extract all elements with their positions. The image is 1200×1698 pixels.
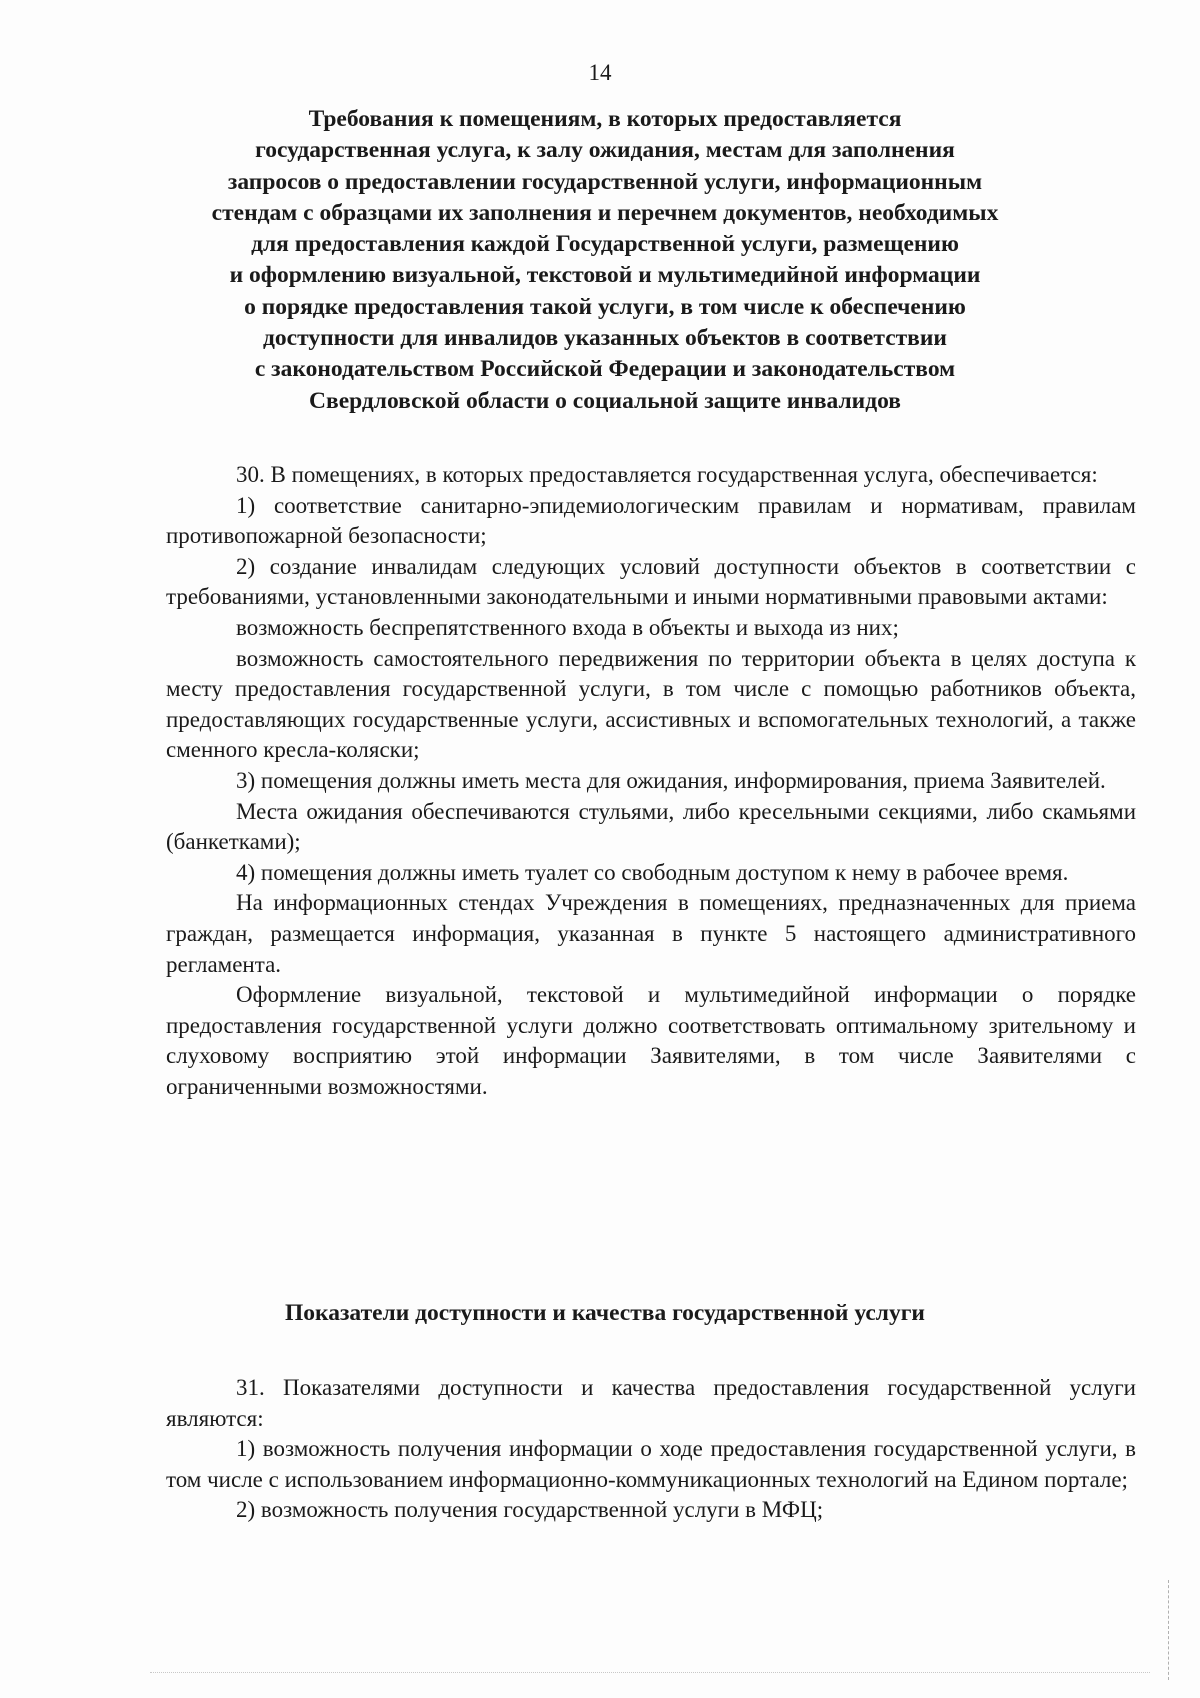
paragraph-item: 2) создание инвалидам следующих условий доступности объектов в соответствии с требованиями, установленными законодательными и иными нормативными правовыми актами: [166,553,1136,610]
paragraph-item: Оформление визуальной, текстовой и мультимедийной информации о порядке предоставления государственной услуги должно соответствовать оптимальному зрительному и слуховому восприятию этой информации Заявителями, в том числе Заявителями с ограниченными возможностями. [166,982,1136,1099]
title-line: Требования к помещениям, в которых предоставляется [308,106,902,132]
title-line: доступности для инвалидов указанных объектов в соответствии [263,325,947,352]
title-line: Свердловской области о социальной защите инвалидов [309,387,901,414]
title-line: запросов о предоставлении государственной услуги, информационным [227,168,983,195]
paragraph-item: возможность самостоятельного передвижения по территории объекта в целях доступа к месту предоставления государственной услуги, в том числе с помощью работников объекта, предоставляющих государственные услуги, ассистивных и вспомогательных технологий, а также сменного кресла-коляски; [166,645,1136,763]
scan-artifact-line [150,1672,1150,1673]
title-line: и оформлению визуальной, текстовой и мультимедийной информации [229,262,981,289]
paragraph-item: 2) возможность получения государственной услуги в МФЦ; [236,1497,824,1523]
paragraph-item: 1) соответствие санитарно-эпидемиологическим правилам и нормативам, правилам противопожарной безопасности; [166,492,1136,549]
paragraph-item: 4) помещения должны иметь туалет со свободным доступом к нему в рабочее время. [236,859,1069,885]
title-line: государственная услуга, к залу ожидания, местам для заполнения [255,137,955,164]
paragraph-item: Места ожидания обеспечиваются стульями, либо кресельными секциями, либо скамьями (банкетками); [166,798,1136,855]
title-line: для предоставления каждой Государственной услуги, размещению [251,231,959,258]
paragraph-30: 30. В помещениях, в которых предоставляется государственная услуга, обеспечивается: [236,462,1098,487]
title-line: стендам с образцами их заполнения и перечнем документов, необходимых [211,199,999,226]
scan-artifact-rule [1168,1580,1169,1680]
paragraph-item: возможность беспрепятственного входа в объекты и выхода из них; [236,614,899,640]
section-body-quality [166,1373,1136,1526]
section-heading-quality: Показатели доступности и качества государственной услуги [285,1300,925,1326]
title-line: о порядке предоставления такой услуги, в том числе к обеспечению [244,293,966,320]
paragraph-item: 1) возможность получения информации о ходе предоставления государственной услуги, в том числе с использованием информационно-коммуникационных технологий на Едином портале; [166,1436,1136,1492]
paragraph-item: На информационных стендах Учреждения в помещениях, предназначенных для приема граждан, размещается информация, указанная в пункте 5 настоящего административного регламента. [166,890,1136,977]
page-number: 14 [588,60,612,85]
paragraph-31: 31. Показателями доступности и качества предоставления государственной услуги являются: [166,1375,1136,1431]
section-title [150,104,1060,417]
paragraph-item: 3) помещения должны иметь места для ожидания, информирования, приема Заявителей. [236,767,1106,793]
section-body-premises [166,460,1136,1102]
title-line: с законодательством Российской Федерации и законодательством [254,356,956,383]
